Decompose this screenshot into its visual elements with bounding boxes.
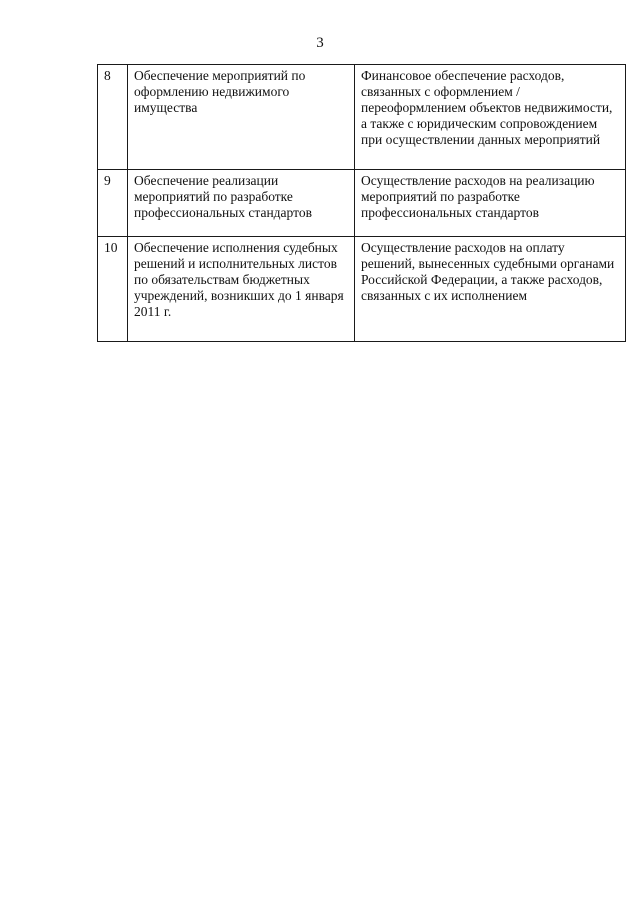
row-description: Осуществление расходов на реализацию мероприятий по разработке профессиональных стандартов [355,170,626,237]
page-number: 3 [316,35,324,51]
row-name: Обеспечение исполнения судебных решений и исполнительных листов по обязательствам бюджетных учреждений, возникших до 1 января 2011 г. [128,237,355,342]
row-number: 8 [98,65,128,170]
row-number: 9 [98,170,128,237]
table-row [98,170,626,237]
expense-table [97,64,626,342]
row-description: Осуществление расходов на оплату решений, вынесенных судебными органами Российской Федерации, а также расходов, связанных с их исполнением [355,237,626,342]
row-description: Финансовое обеспечение расходов, связанных с оформлением / переоформлением объектов недвижимости, а также с юридическим сопровождением при осуществлении данных мероприятий [355,65,626,170]
row-number: 10 [98,237,128,342]
table-row [98,65,626,170]
table-row [98,237,626,342]
row-name: Обеспечение реализации мероприятий по разработке профессиональных стандартов [128,170,355,237]
row-name: Обеспечение мероприятий по оформлению недвижимого имущества [128,65,355,170]
